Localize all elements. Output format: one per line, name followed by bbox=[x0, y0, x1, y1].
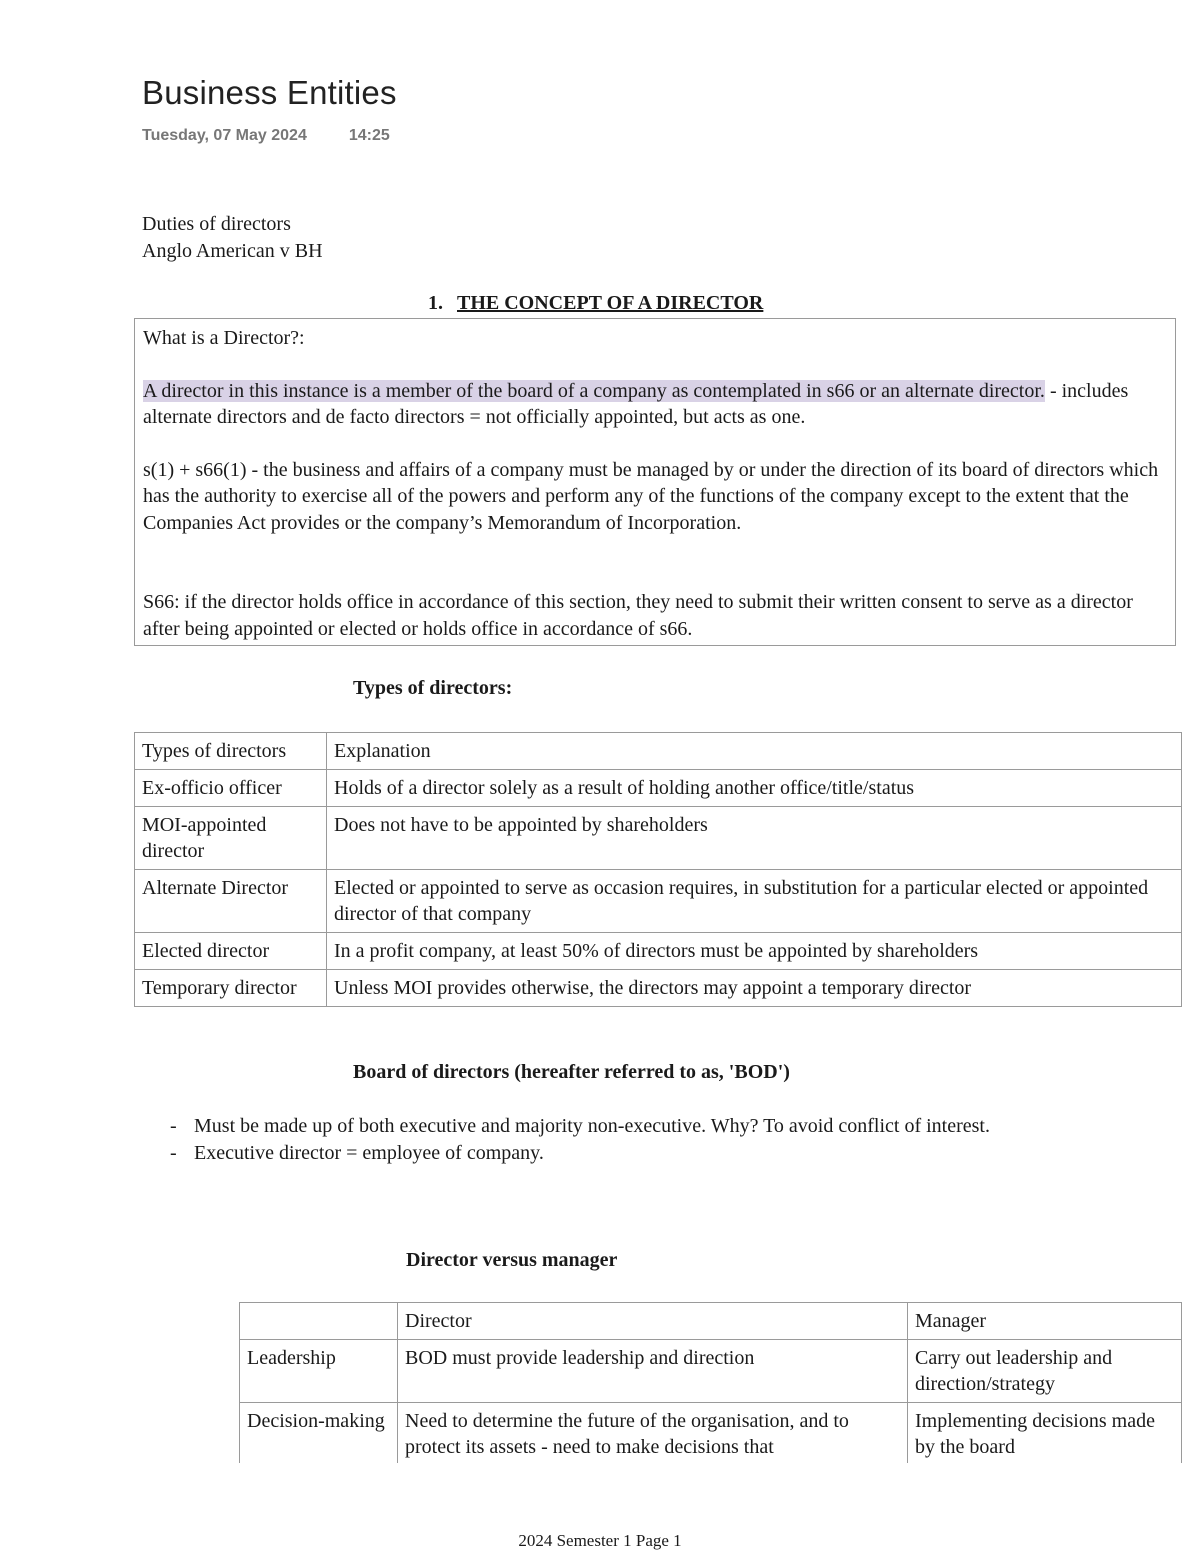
intro-line: Anglo American v BH bbox=[142, 240, 323, 262]
table-row bbox=[240, 1403, 1182, 1464]
section-paragraph: s(1) + s66(1) - the business and affairs of a company must be managed by or under the direction of its board of directors which has the authority to exercise all of the powers and perform any of the functions of the company except to the extent that the Companies Act provides or the company’s Memorandum of Incorporation. bbox=[143, 458, 1159, 534]
note-time: 14:25 bbox=[348, 127, 390, 144]
list-item: - Must be made up of both executive and majority non-executive. Why? To avoid conflict of interest. bbox=[170, 1113, 990, 1140]
table-cell: Alternate Director bbox=[135, 870, 327, 933]
section-heading bbox=[428, 292, 763, 315]
table-header-row bbox=[240, 1303, 1182, 1340]
intro-line: Duties of directors bbox=[142, 213, 291, 235]
note-timestamp bbox=[142, 127, 390, 145]
types-table[interactable] bbox=[134, 732, 1182, 1007]
section-title: THE CONCEPT OF A DIRECTOR bbox=[457, 292, 764, 314]
table-row bbox=[135, 807, 1182, 870]
list-item: - Executive director = employee of company. bbox=[170, 1140, 990, 1167]
table-cell: MOI-appointed director bbox=[135, 807, 327, 870]
table-cell: Decision-making bbox=[240, 1403, 398, 1464]
table-header-cell: Explanation bbox=[327, 733, 1182, 770]
bod-heading: Board of directors (hereafter referred to as, 'BOD') bbox=[353, 1061, 790, 1083]
table-header-cell: Manager bbox=[908, 1303, 1182, 1340]
table-row bbox=[135, 970, 1182, 1007]
bod-bullet-list[interactable] bbox=[170, 1113, 990, 1167]
table-cell: Temporary director bbox=[135, 970, 327, 1007]
table-row bbox=[135, 933, 1182, 970]
concept-text-box[interactable] bbox=[134, 318, 1176, 646]
note-date: Tuesday, 07 May 2024 bbox=[142, 127, 307, 144]
table-cell: Holds of a director solely as a result of holding another office/title/status bbox=[327, 770, 1182, 807]
highlighted-text: A director in this instance is a member of the board of a company as contemplated in s66 or an alternate director. bbox=[143, 379, 1045, 402]
table-row bbox=[135, 870, 1182, 933]
question-text: What is a Director?: bbox=[143, 327, 305, 349]
table-cell: Elected or appointed to serve as occasion requires, in substitution for a particular elected or appointed director of that company bbox=[327, 870, 1182, 933]
table-cell: In a profit company, at least 50% of directors must be appointed by shareholders bbox=[327, 933, 1182, 970]
table-header-cell bbox=[240, 1303, 398, 1340]
table-header-row bbox=[135, 733, 1182, 770]
section-number: 1. bbox=[428, 292, 443, 314]
table-header-cell: Director bbox=[398, 1303, 908, 1340]
table-header-cell: Types of directors bbox=[135, 733, 327, 770]
table-cell: Implementing decisions made by the board bbox=[908, 1403, 1182, 1464]
table-cell: Elected director bbox=[135, 933, 327, 970]
table-cell: Carry out leadership and direction/strategy bbox=[908, 1340, 1182, 1403]
table-cell: Need to determine the future of the organisation, and to protect its assets - need to make decisions that bbox=[398, 1403, 908, 1464]
table-cell: Ex-officio officer bbox=[135, 770, 327, 807]
definition-continuation: - includes alternate directors and de facto directors = not officially appointed, but acts as one. bbox=[143, 379, 1129, 428]
dvm-table-container bbox=[239, 1302, 1185, 1463]
table-cell: Does not have to be appointed by shareholders bbox=[327, 807, 1182, 870]
table-cell: Unless MOI provides otherwise, the directors may appoint a temporary director bbox=[327, 970, 1182, 1007]
page-title[interactable]: Business Entities bbox=[142, 74, 397, 111]
table-row bbox=[240, 1340, 1182, 1403]
s66-paragraph: S66: if the director holds office in accordance of this section, they need to submit their written consent to serve as a director after being appointed or elected or holds office in accordance of s66. bbox=[143, 591, 1133, 640]
types-heading: Types of directors: bbox=[353, 677, 513, 699]
director-vs-manager-table[interactable] bbox=[239, 1302, 1182, 1463]
table-cell: BOD must provide leadership and direction bbox=[398, 1340, 908, 1403]
intro-block[interactable] bbox=[142, 211, 323, 265]
table-row bbox=[135, 770, 1182, 807]
definition-paragraph bbox=[143, 378, 1167, 431]
table-cell: Leadership bbox=[240, 1340, 398, 1403]
page-footer: 2024 Semester 1 Page 1 bbox=[518, 1531, 682, 1550]
dvm-heading: Director versus manager bbox=[406, 1249, 618, 1271]
